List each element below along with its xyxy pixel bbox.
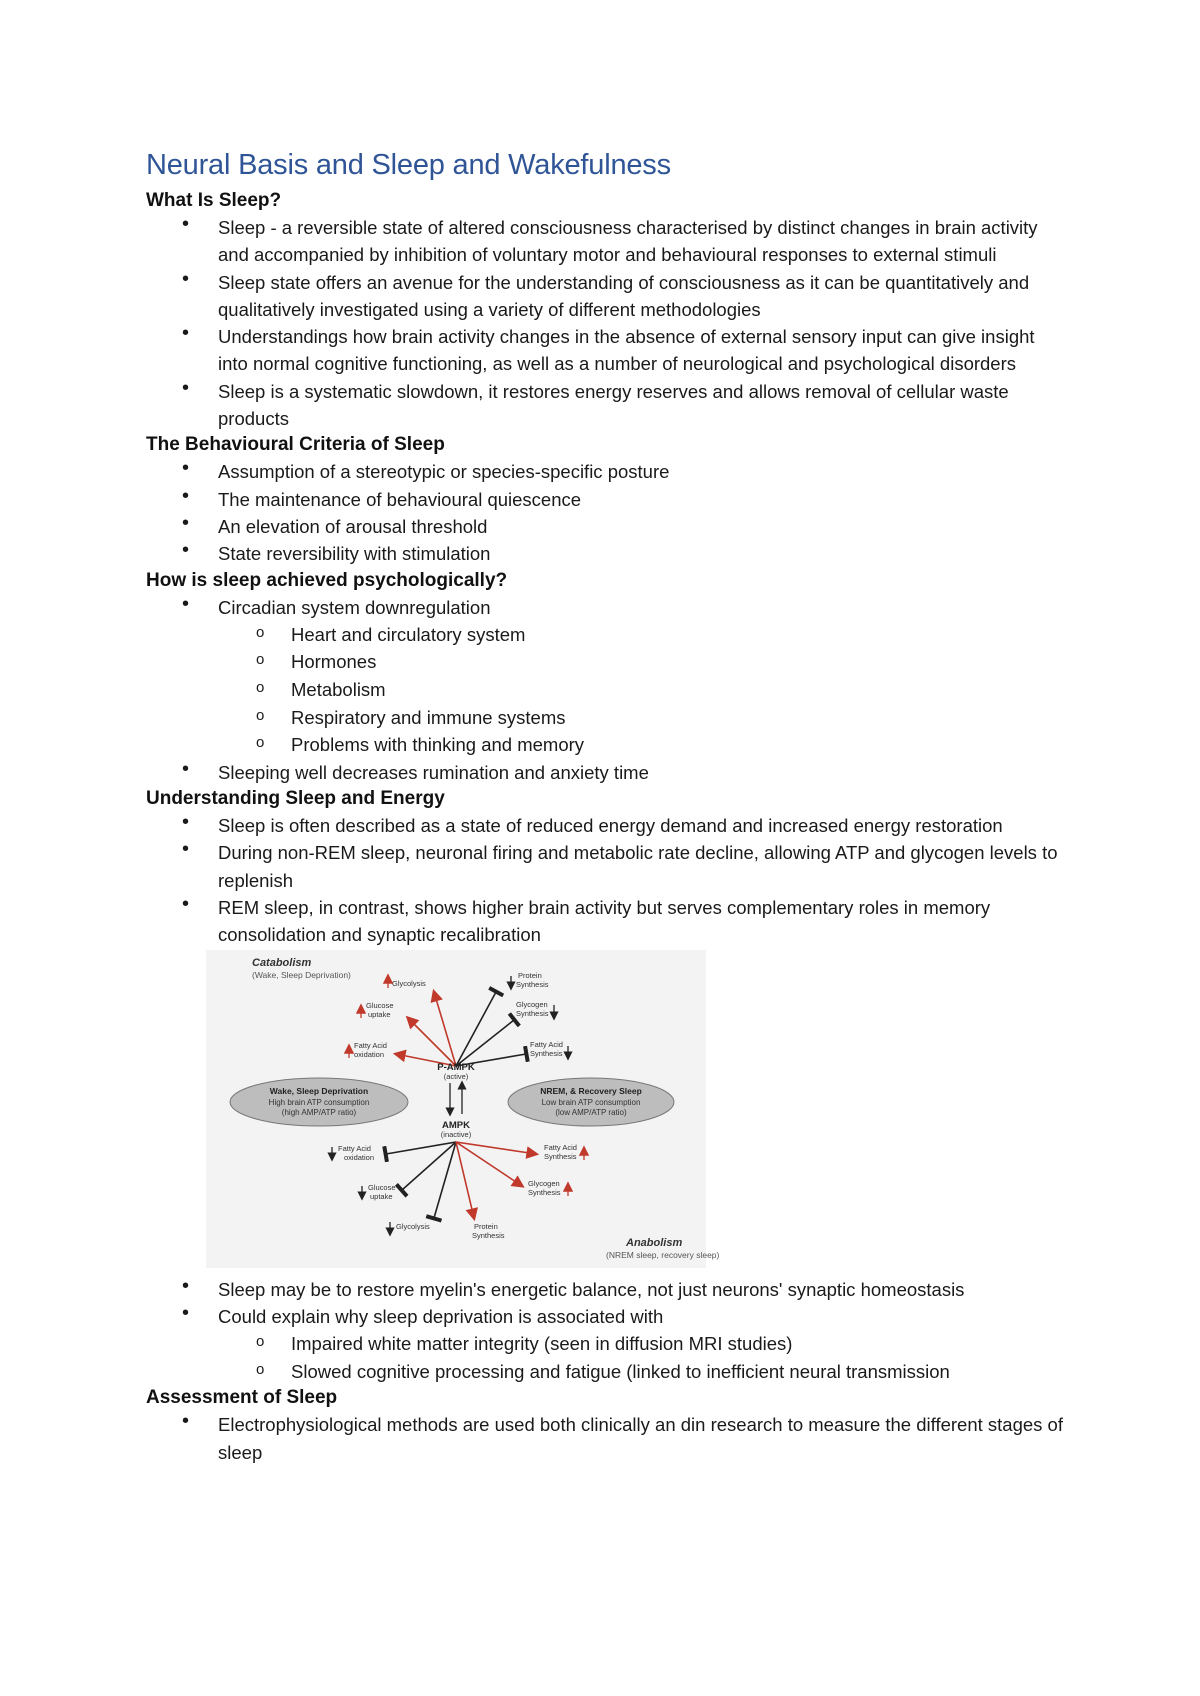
label-protein-top: Protein: [518, 970, 542, 980]
catabolism-sub-label: (Wake, Sleep Deprivation): [252, 969, 351, 980]
label-fas-top: Fatty Acid: [530, 1039, 563, 1049]
label-fao-top: Fatty Acid: [354, 1040, 387, 1050]
list-sleep-energy: [146, 812, 1066, 948]
document-page: [146, 146, 1066, 1466]
arrow-fatty-acid-synthesis: [456, 1142, 536, 1154]
list-sleep-energy-continued: [146, 1276, 1066, 1386]
inhibit-glycogen-synthesis: [456, 1020, 514, 1066]
list-item: • Sleep is a systematic slowdown, it restores energy reserves and allows removal of cellular waste products: [146, 378, 1066, 433]
oval-wake-line2: High brain ATP consumption: [268, 1097, 370, 1107]
label-fao-bottom: Fatty Acid: [338, 1143, 371, 1153]
ampk-label: AMPK: [442, 1119, 470, 1131]
label-glucose-bottom-2: uptake: [370, 1191, 393, 1201]
sub-list-item: o Metabolism: [146, 676, 1066, 704]
list-assessment-of-sleep: [146, 1411, 1066, 1466]
list-item: • Understandings how brain activity changes in the absence of external sensory input can give insight into normal cognitive functioning, as well as a number of neurological and psychological disorders: [146, 323, 1066, 378]
heading-assessment-of-sleep: Assessment of Sleep: [146, 1387, 338, 1409]
label-fas-bottom: Fatty Acid: [544, 1142, 577, 1152]
list-what-is-sleep: [146, 214, 1066, 432]
ampk-sub-label: (inactive): [440, 1129, 472, 1139]
label-protein-bottom-2: Synthesis: [472, 1230, 505, 1240]
anabolism-label: Anabolism: [626, 1236, 683, 1249]
list-item: • During non-REM sleep, neuronal firing and metabolic rate decline, allowing ATP and glycogen levels to replenish: [146, 839, 1066, 894]
list-item: • Sleep state offers an avenue for the understanding of consciousness as it can be quantitatively and qualitatively investigated using a variety of different methodologies: [146, 269, 1066, 324]
label-fas-top-2: Synthesis: [530, 1048, 563, 1058]
list-item: • REM sleep, in contrast, shows higher brain activity but serves complementary roles in memory consolidation and synaptic recalibration: [146, 894, 1066, 949]
heading-behavioural-criteria: The Behavioural Criteria of Sleep: [146, 434, 445, 456]
oval-nrem-title: NREM, & Recovery Sleep: [540, 1085, 642, 1096]
list-behavioural-criteria: [146, 458, 1066, 567]
diagram-svg: [206, 950, 720, 1268]
oval-wake-title: Wake, Sleep Deprivation: [269, 1085, 369, 1096]
list-item: • Sleep is often described as a state of reduced energy demand and increased energy restoration: [146, 812, 1066, 839]
oval-nrem-line2: Low brain ATP consumption: [541, 1097, 641, 1107]
list-item: • Sleep - a reversible state of altered consciousness characterised by distinct changes in brain activity and accompanied by inhibition of voluntary motor and behavioural responses to external stimuli: [146, 214, 1066, 269]
list-item: • Circadian system downregulation: [146, 594, 1066, 621]
list-item: • Sleep may be to restore myelin's energetic balance, not just neurons' synaptic homeostasis: [146, 1276, 1066, 1303]
sub-list-item: o Problems with thinking and memory: [146, 731, 1066, 759]
ampk-metabolism-diagram: [206, 950, 720, 1268]
sub-list-item: o Respiratory and immune systems: [146, 704, 1066, 732]
list-item: • Could explain why sleep deprivation is associated with: [146, 1303, 1066, 1330]
sub-list-item: o Heart and circulatory system: [146, 621, 1066, 649]
label-protein-top-2: Synthesis: [516, 979, 549, 989]
heading-sleep-psychologically: How is sleep achieved psychologically?: [146, 569, 508, 591]
pampk-label: P-AMPK: [437, 1061, 475, 1073]
label-glycogen-bottom-2: Synthesis: [528, 1187, 561, 1197]
label-glycolysis-top: Glycolysis: [392, 978, 426, 988]
label-glucose-bottom: Glucose: [368, 1182, 396, 1192]
oval-nrem-line3: (low AMP/ATP ratio): [555, 1107, 627, 1117]
sub-list-item: o Slowed cognitive processing and fatigue (linked to inefficient neural transmission: [146, 1358, 1066, 1386]
anabolism-sub-label: (NREM sleep, recovery sleep): [606, 1249, 720, 1260]
label-fao-top-2: oxidation: [354, 1049, 385, 1059]
sub-list-item: o Impaired white matter integrity (seen in diffusion MRI studies): [146, 1330, 1066, 1358]
arrow-protein-synthesis: [456, 1142, 474, 1218]
label-glycolysis-bottom: Glycolysis: [396, 1221, 430, 1231]
heading-what-is-sleep: What Is Sleep?: [146, 190, 282, 211]
label-glycogen-top-2: Synthesis: [516, 1008, 549, 1018]
label-glycogen-bottom: Glycogen: [528, 1178, 560, 1188]
label-glycogen-top: Glycogen: [516, 999, 548, 1009]
list-sleep-psychologically: [146, 594, 1066, 787]
inhibit-glycolysis: [434, 1142, 456, 1218]
label-fao-bottom-2: oxidation: [344, 1152, 375, 1162]
list-item: • Electrophysiological methods are used both clinically an din research to measure the different stages of sleep: [146, 1411, 1066, 1466]
label-protein-bottom: Protein: [474, 1221, 498, 1231]
heading-sleep-energy: Understanding Sleep and Energy: [146, 788, 445, 810]
label-fas-bottom-2: Synthesis: [544, 1151, 577, 1161]
label-glucose-top-2: uptake: [368, 1009, 391, 1019]
list-item: • State reversibility with stimulation: [146, 540, 1066, 567]
list-item: • The maintenance of behavioural quiescence: [146, 486, 1066, 513]
oval-wake-line3: (high AMP/ATP ratio): [281, 1107, 357, 1117]
inhibit-protein-synthesis: [456, 992, 496, 1066]
list-item: • Assumption of a stereotypic or species-specific posture: [146, 458, 1066, 485]
list-item: • Sleeping well decreases rumination and anxiety time: [146, 759, 1066, 786]
pampk-sub-label: (active): [443, 1071, 469, 1081]
document-title: Neural Basis and Sleep and Wakefulness: [146, 149, 671, 181]
label-glucose-top: Glucose: [366, 1000, 394, 1010]
arrow-glycogen-synthesis: [456, 1142, 522, 1186]
sub-list-item: o Hormones: [146, 648, 1066, 676]
list-item: • An elevation of arousal threshold: [146, 513, 1066, 540]
catabolism-label: Catabolism: [252, 956, 312, 969]
